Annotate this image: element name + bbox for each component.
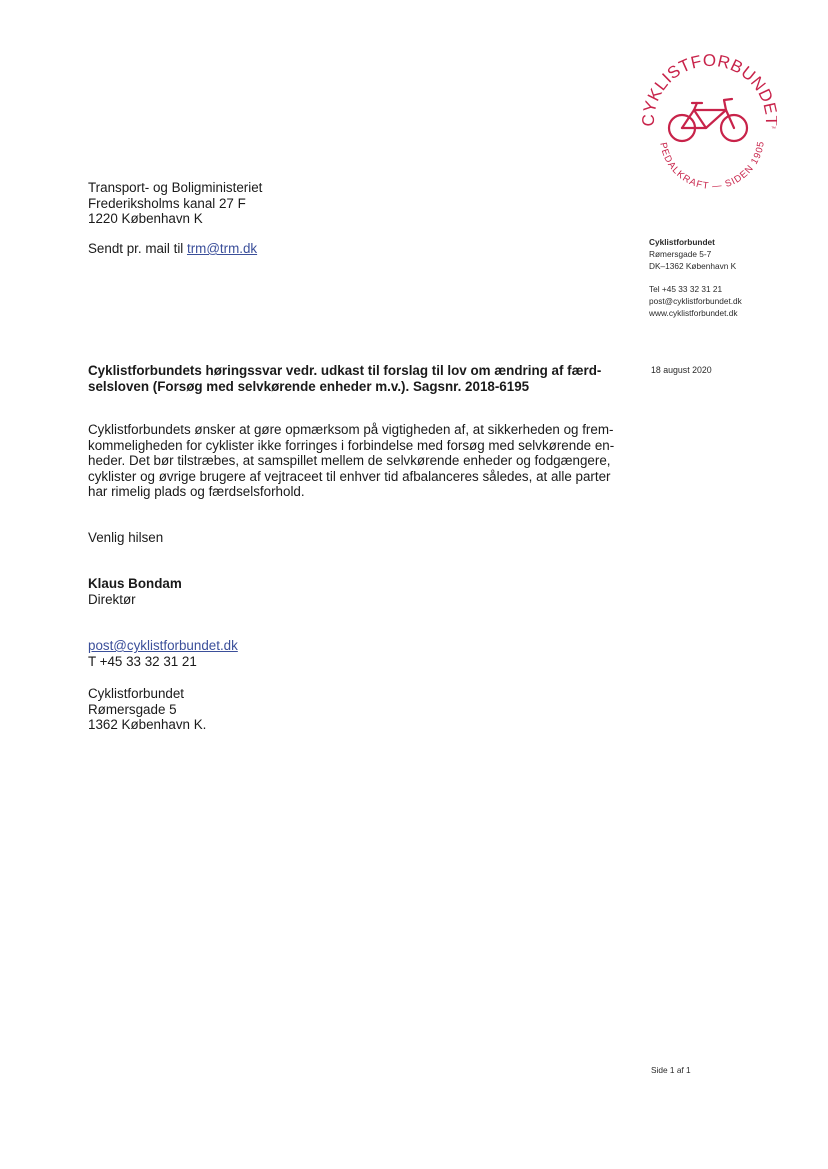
sender-email: post@cyklistforbundet.dk	[649, 296, 742, 306]
body-line: cyklister og øvrige brugere af vejtraceet til enhver tid afbalanceres således, at alle parter	[88, 468, 611, 484]
sender-org: Cyklistforbundet	[649, 237, 715, 247]
contact-block	[88, 638, 238, 669]
contact-phone: T +45 33 32 31 21	[88, 653, 197, 669]
sent-prefix: Sendt pr. mail til	[88, 241, 187, 256]
recipient-line: Transport- og Boligministeriet	[88, 180, 263, 195]
subject-line: Cyklistforbundets høringssvar vedr. udkast til forslag til lov om ændring af færd-	[88, 363, 602, 378]
footer-address-line: Rømersgade 5	[88, 701, 177, 717]
signatory-title: Direktør	[88, 591, 136, 607]
sent-by-mail-line	[88, 241, 257, 257]
subject-line: selsloven (Forsøg med selvkørende enheder m.v.). Sagsnr. 2018-6195	[88, 378, 530, 394]
body-line: har rimelig plads og færdselsforhold.	[88, 484, 305, 500]
footer-address	[88, 686, 206, 733]
signatory-name: Klaus Bondam	[88, 576, 182, 591]
recipient-email-link[interactable]: trm@trm.dk	[186, 241, 258, 256]
sender-city: DK–1362 København K	[649, 261, 737, 271]
closing-greeting: Venlig hilsen	[88, 530, 164, 545]
signature-block	[88, 576, 182, 607]
body-line: kommeligheden for cyklister ikke forringes i forbindelse med forsøg med selvkørende en-	[88, 437, 615, 453]
recipient-line: Frederiksholms kanal 27 F	[88, 195, 246, 211]
recipient-address	[88, 180, 262, 227]
sender-phone: Tel +45 33 32 31 21	[649, 284, 723, 294]
sender-info-block	[649, 236, 742, 319]
svg-text:CYKLISTFORBUNDET: KLISTFORBUND	[643, 50, 777, 106]
body-line: heder. Det bør tilstræbes, at samspillet mellem de selvkørende enheder og fodgængere,	[88, 453, 611, 469]
body-paragraph	[88, 422, 614, 500]
svg-text:PEDALKRAFT — SIDEN 1905: PEDALKRAFT — SIDEN 1905	[657, 139, 767, 193]
page-number: Side 1 af 1	[651, 1065, 691, 1075]
footer-address-line: Cyklistforbundet	[88, 686, 185, 701]
recipient-line: 1220 København K	[88, 211, 203, 227]
sender-website: www.cyklistforbundet.dk	[649, 308, 738, 318]
body-line: Cyklistforbundets ønsker at gøre opmærksom på vigtigheden af, at sikkerheden og frem-	[88, 422, 614, 437]
svg-text:™: ™	[771, 126, 776, 132]
bicycle-logo-icon	[642, 50, 777, 195]
contact-email-link[interactable]: post@cyklistforbundet.dk	[88, 638, 238, 653]
letter-subject	[88, 363, 601, 394]
footer-address-line: 1362 København K.	[88, 717, 207, 733]
cyklistforbundet-logo	[642, 50, 777, 195]
sender-street: Rømersgade 5-7	[649, 249, 712, 259]
letter-date: 18 august 2020	[651, 365, 712, 375]
